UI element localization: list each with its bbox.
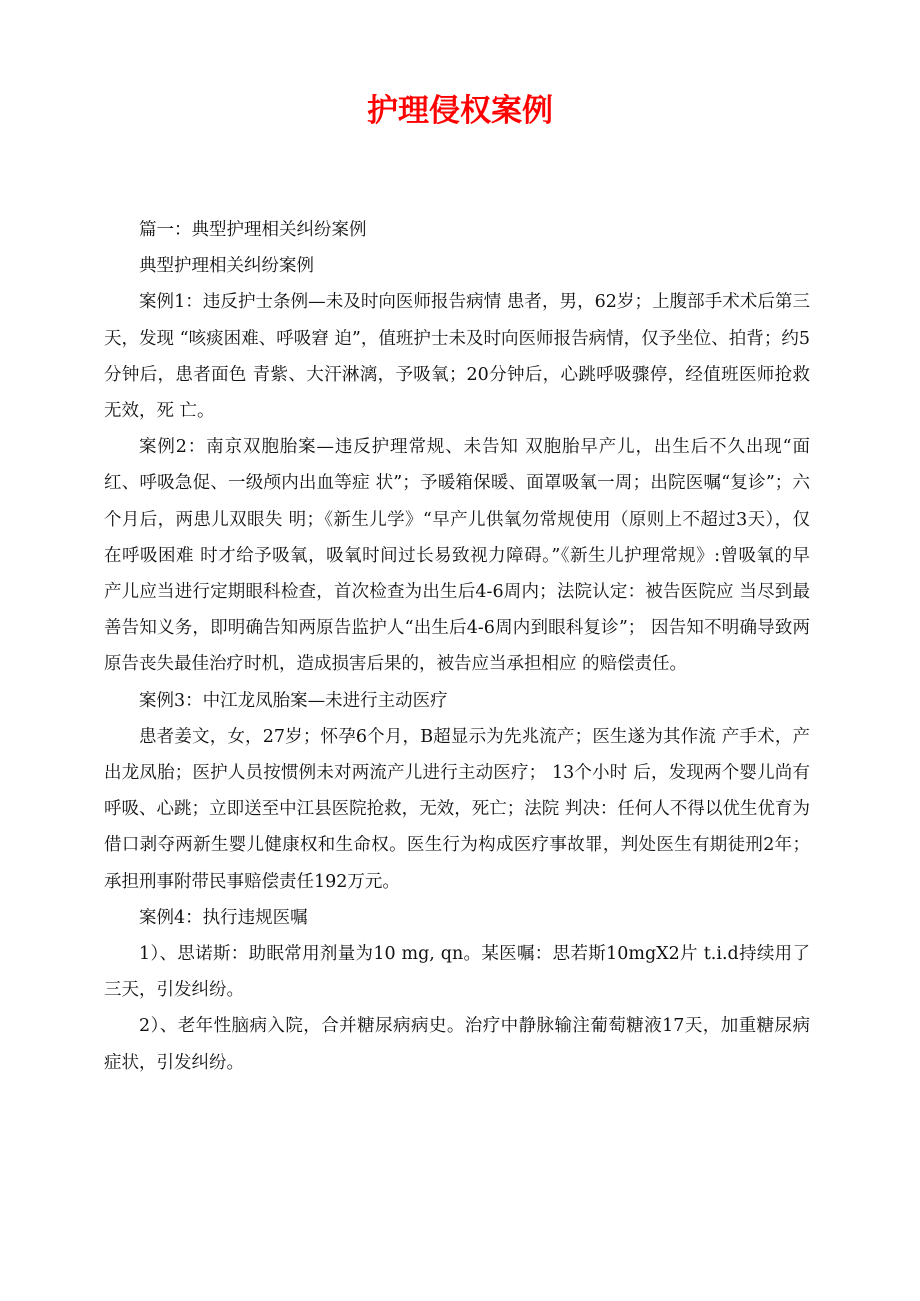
case-3-paragraph: 患者姜文，女，27岁；怀孕6个月，B超显示为先兆流产；医生遂为其作流 产手术，产出龙凤胎；医护人员按惯例未对两流产儿进行主动医疗； 13个小时 后，发现两个婴儿尚有呼吸、心跳；立即送至中江县医院抢救，无效，死亡；法院 判决：任何人不得以优生优育为借口剥夺两新生婴儿健康权和生命权。医生行为构成医疗事故罪，判处医生有期徒刑2年；承担刑事附带民事赔偿责任192万元。 [104, 726, 810, 892]
case-4-item-1: 1）、思诺斯：助眠常用剂量为10 mg, qn。某医嘱：思若斯10mgX2片 t.i.d持续用了三天，引发纠纷。 [104, 944, 810, 1001]
case-1-paragraph: 案例1：违反护士条例—未及时向医师报告病情 患者，男，62岁；上腹部手术术后第三天，发现 “咳痰困难、呼吸窘 迫”，值班护士未及时向医师报告病情，仅予坐位、拍背；约5分钟后，患者面色 青紫、大汗淋漓，予吸氧；20分钟后，心跳呼吸骤停，经值班医师抢救无效，死 亡。 [104, 292, 810, 422]
case-2-paragraph: 案例2：南京双胞胎案—违反护理常规、未告知 双胞胎早产儿，出生后不久出现“面红、呼吸急促、一级颅内出血等症 状”；予暖箱保暖、面罩吸氧一周；出院医嘱“复诊”；六个月后，两患儿双眼失 明；《新生儿学》“早产儿供氧勿常规使用（原则上不超过3天），仅在呼吸困难 时才给予吸氧，吸氧时间过长易致视力障碍。”《新生儿护理常规》:曾吸氧的早 产儿应当进行定期眼科检查，首次检查为出生后4-6周内；法院认定：被告医院应 当尽到最善告知义务，即明确告知两原告监护人“出生后4-6周内到眼科复诊”； 因告知不明确导致两原告丧失最佳治疗时机，造成损害后果的，被告应当承担相应 的赔偿责任。 [104, 437, 810, 675]
document-title: 护理侵权案例 [367, 93, 553, 129]
case-4-item-2: 2）、老年性脑病入院，合并糖尿病病史。治疗中静脉输注葡萄糖液17天，加重糖尿病症状，引发纠纷。 [104, 1016, 810, 1073]
section-heading: 篇一：典型护理相关纠纷案例 [139, 220, 367, 240]
case-4-heading: 案例4：执行违规医嘱 [139, 907, 308, 928]
subsection-heading: 典型护理相关纠纷案例 [139, 256, 314, 277]
case-3-heading: 案例3：中江龙凤胎案—未进行主动医疗 [139, 690, 448, 711]
document-body [104, 212, 810, 1081]
